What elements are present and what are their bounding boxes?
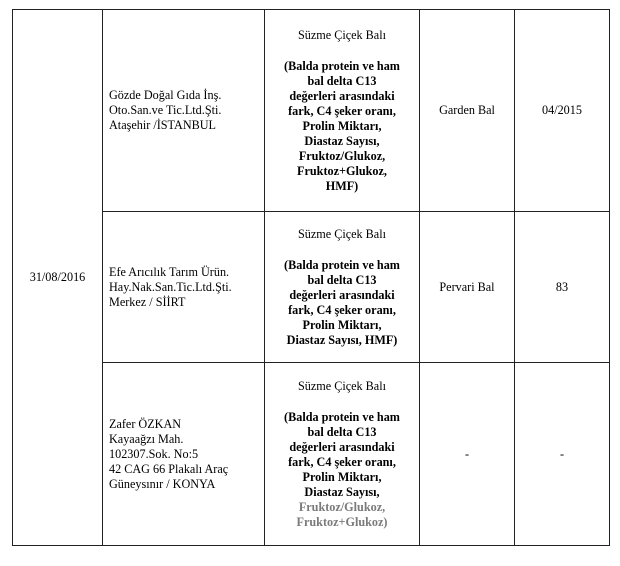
firm-cell — [103, 363, 265, 546]
firm-line: 42 CAG 66 Plakalı Araç — [109, 461, 229, 476]
lot-cell: - — [515, 363, 610, 546]
param-line: Fruktoz/Glukoz, — [298, 148, 386, 163]
param-line: (Balda protein ve ham — [284, 257, 400, 272]
inspection-table — [12, 9, 610, 546]
firm-line: Efe Arıcılık Tarım Ürün. — [109, 264, 230, 279]
firm-line: Oto.San.ve Tic.Ltd.Şti. — [109, 103, 222, 117]
param-line: Fruktoz+Glukoz, — [297, 163, 387, 178]
firm-cell — [103, 10, 265, 212]
param-line: Fruktoz+Glukoz) — [296, 514, 388, 529]
brand-cell: Garden Bal — [420, 10, 515, 212]
firm-cell — [103, 212, 265, 363]
param-line: fark, C4 şeker oranı, — [288, 103, 396, 118]
product-cell — [265, 363, 420, 546]
param-line: değerleri arasındaki — [289, 287, 395, 302]
param-line: Fruktoz/Glukoz, — [298, 499, 386, 514]
lot-cell: 04/2015 — [515, 10, 610, 212]
product-name: Süzme Çiçek Balı — [297, 27, 386, 42]
firm-line: Güneysınır / KONYA — [109, 476, 216, 491]
firm-line: Gözde Doğal Gıda İnş. — [109, 88, 222, 102]
date-cell: 31/08/2016 — [13, 10, 103, 546]
test-parameters — [271, 258, 413, 348]
param-line: Diastaz Sayısı, — [304, 484, 380, 499]
table-row — [13, 212, 610, 363]
firm-line: Kayaağzı Mah. — [109, 431, 184, 446]
brand-cell: Pervari Bal — [420, 212, 515, 363]
param-line: bal delta C13 — [307, 424, 377, 439]
param-line: bal delta C13 — [307, 272, 377, 287]
param-line: fark, C4 şeker oranı, — [288, 302, 396, 317]
brand-cell: - — [420, 363, 515, 546]
firm-line: 102307.Sok. No:5 — [109, 446, 199, 461]
firm-line: Hay.Nak.San.Tic.Ltd.Şti. — [109, 279, 232, 294]
firm-line: Zafer ÖZKAN — [109, 416, 182, 431]
param-line: fark, C4 şeker oranı, — [288, 454, 396, 469]
param-line: Prolin Miktarı, — [302, 469, 382, 484]
param-line: değerleri arasındaki — [289, 439, 395, 454]
param-line: bal delta C13 — [307, 73, 377, 88]
param-line: Prolin Miktarı, — [302, 118, 382, 133]
firm-line: Merkez / SİİRT — [109, 294, 186, 309]
product-cell — [265, 212, 420, 363]
product-cell — [265, 10, 420, 212]
lot-cell: 83 — [515, 212, 610, 363]
param-line: (Balda protein ve ham — [284, 409, 400, 424]
param-line: (Balda protein ve ham — [284, 58, 400, 73]
table-row — [13, 10, 610, 212]
product-name: Süzme Çiçek Balı — [297, 378, 386, 393]
product-name: Süzme Çiçek Balı — [297, 226, 386, 241]
param-line: değerleri arasındaki — [289, 88, 395, 103]
test-parameters — [271, 410, 413, 530]
param-line: Diastaz Sayısı, HMF) — [286, 332, 398, 347]
param-line: HMF) — [325, 178, 359, 193]
param-line: Prolin Miktarı, — [302, 317, 382, 332]
table-row — [13, 363, 610, 546]
firm-line: Ataşehir /İSTANBUL — [109, 118, 217, 132]
test-parameters — [271, 59, 413, 194]
param-line: Diastaz Sayısı, — [304, 133, 380, 148]
